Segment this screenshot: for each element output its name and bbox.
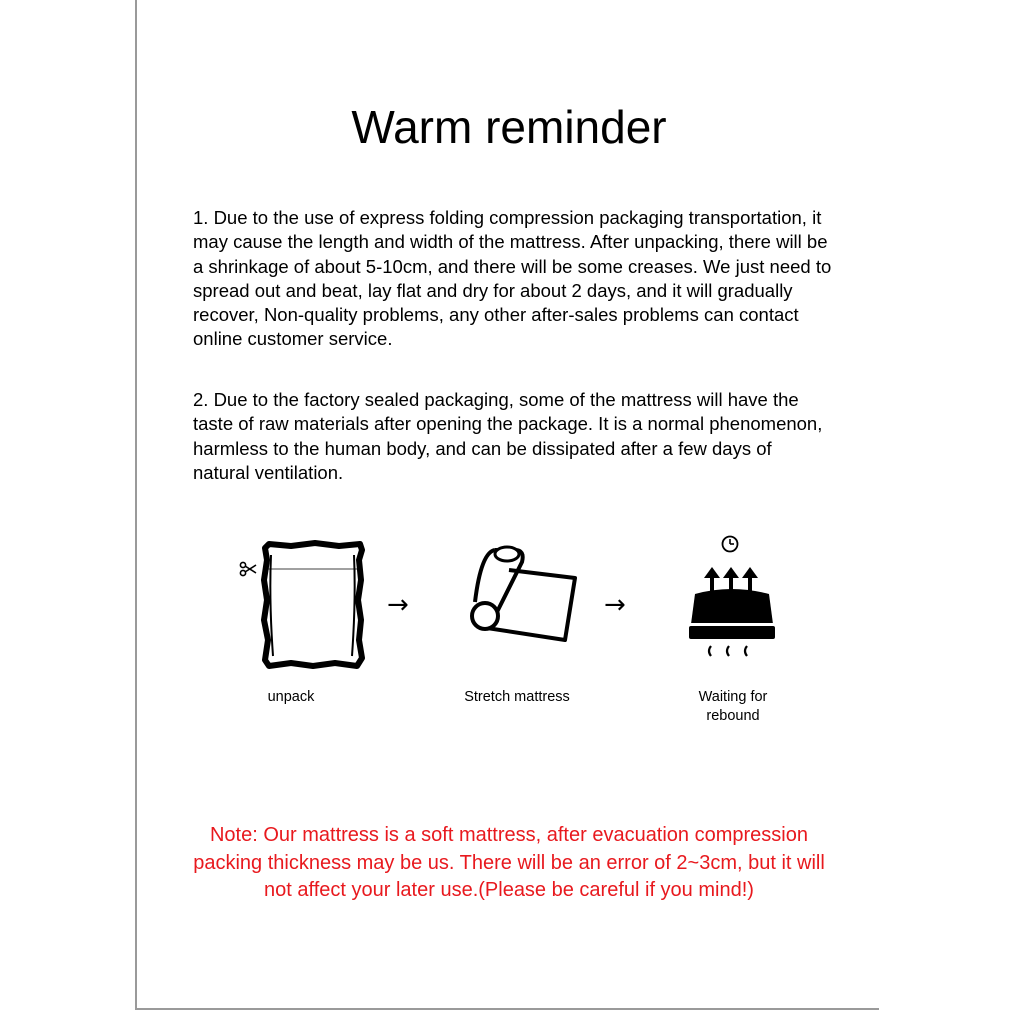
document-page [135,0,879,1010]
step-label-unpack: unpack [267,689,315,705]
paragraph-1: 1. Due to the use of express folding compression packaging transportation, it may cause the length and width of the mattress. After unpacking, there will be a shrinkage of about 5-10cm, and there will be some creases. We just need to spread out and beat, lay flat and dry for about 2 days, and it will gradually recover, Non-quality problems, any other after-sales problems can contact online customer service. [193,207,832,350]
rolled-mattress-icon [467,540,579,652]
arrow-icon: → [387,590,409,620]
step-label-waiting-for-rebound: Waiting for rebound [698,689,768,724]
page-title: Warm reminder [351,101,667,153]
mattress-rebound-icon [685,532,785,662]
clock-icon [723,537,738,552]
scissors-icon [240,562,256,575]
paragraph-2: 2. Due to the factory sealed packaging, some of the mattress will have the taste of raw materials after opening the package. It is a normal phenomenon, harmless to the human body, and can be dissipated after a few days of natural ventilation. [193,389,823,483]
note-text: Note: Our mattress is a soft mattress, after evacuation compression packing thickness may be us. There will be an error of 2~3cm, but it will not affect your later use.(Please be careful if you mind!) [193,824,825,901]
package-bag-icon [235,540,365,670]
arrow-icon: → [604,590,626,620]
step-label-stretch-mattress: Stretch mattress [464,689,570,705]
